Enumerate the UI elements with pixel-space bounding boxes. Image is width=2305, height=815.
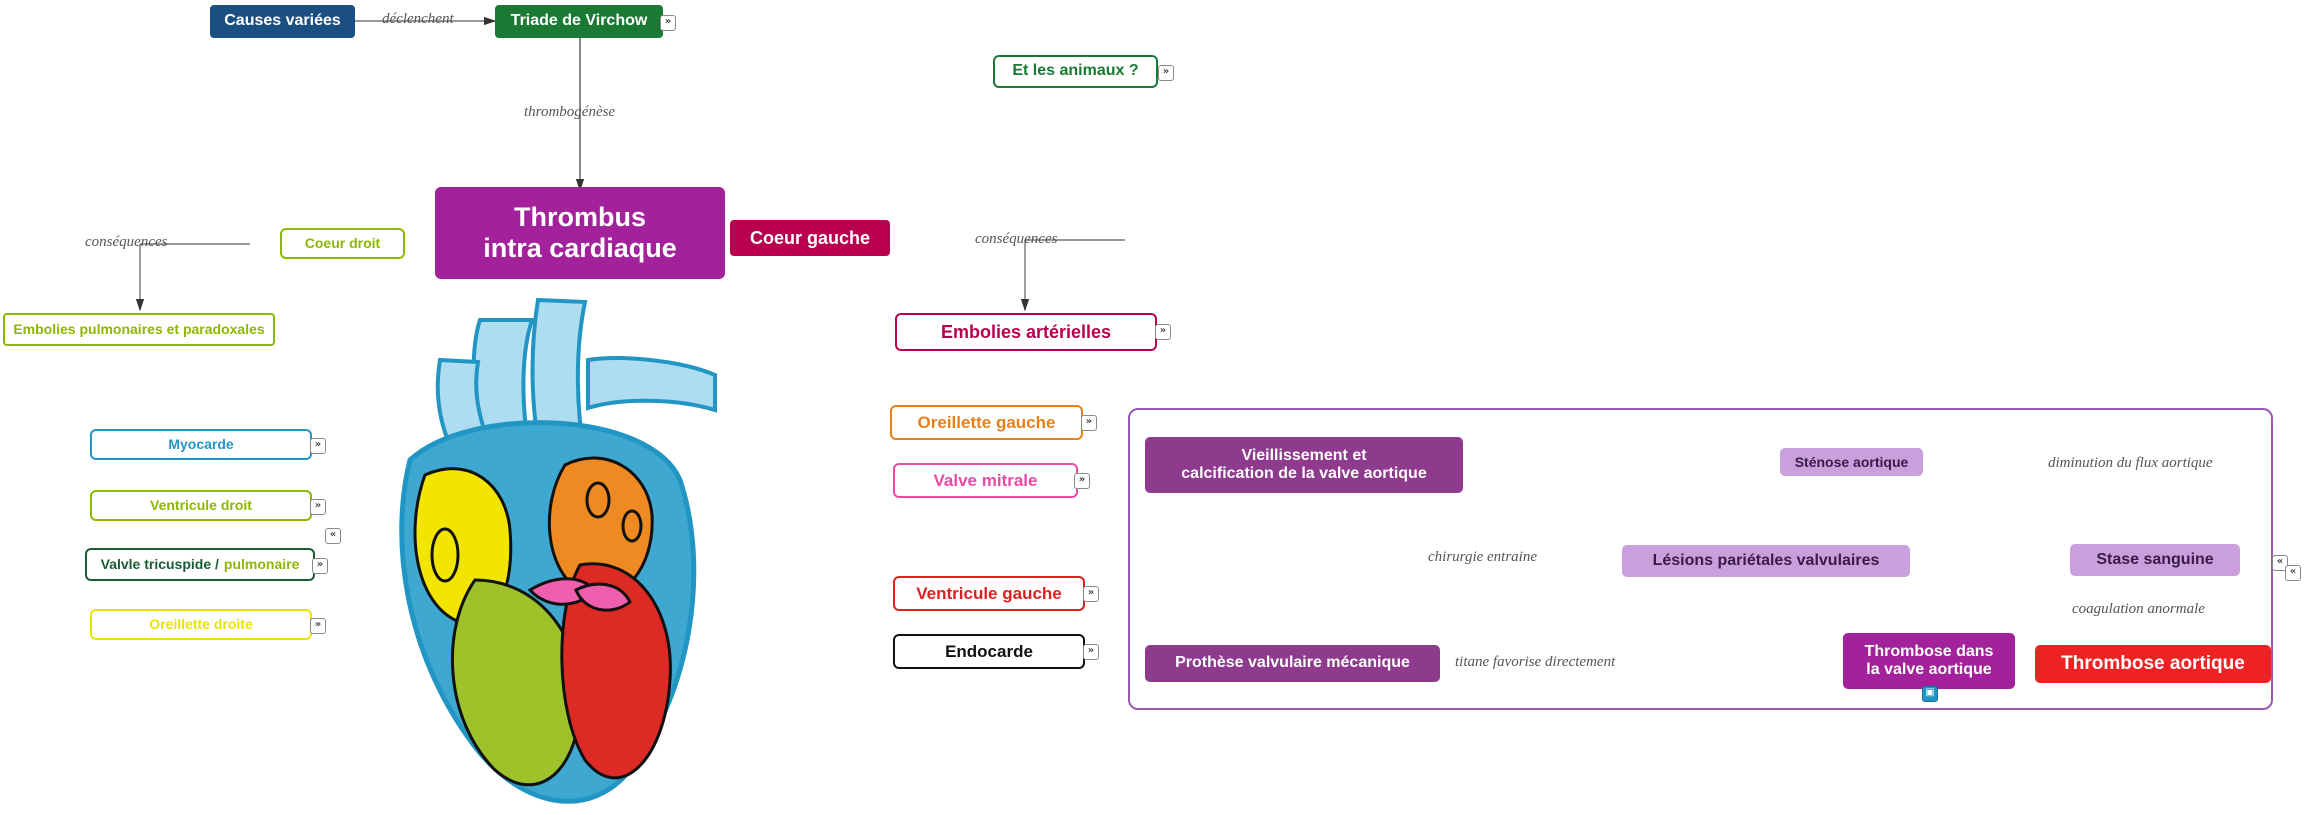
node-thrombose-aortique[interactable] — [2035, 645, 2271, 683]
collapse-handle-stase-2[interactable]: « — [2285, 565, 2301, 581]
node-et-les-animaux[interactable] — [993, 55, 1158, 88]
node-vieillissement-calcification[interactable] — [1145, 437, 1463, 493]
node-embolies-arterielles-label: Embolies artérielles — [940, 321, 1112, 342]
collapse-handle-stase[interactable]: « — [2272, 555, 2288, 571]
node-valve-mitrale[interactable] — [893, 463, 1078, 498]
expand-handle-valve-tricuspide[interactable]: » — [312, 558, 328, 574]
edge-label-coagulation-anormale: coagulation anormale — [2072, 601, 2205, 617]
heart-illustration — [380, 290, 780, 810]
node-embolies-pulmonaires-label: Embolies pulmonaires et paradoxales — [13, 321, 265, 338]
expand-handle-animaux[interactable]: » — [1158, 65, 1174, 81]
expand-handle-ventricule-droit[interactable]: » — [310, 499, 326, 515]
expand-handle-valve-mitrale[interactable]: » — [1074, 473, 1090, 489]
node-vieillissement-label-line2: calcification de la valve aortique — [1181, 465, 1427, 482]
collapse-handle-left-group[interactable]: « — [325, 528, 341, 544]
node-causes-variees-label: Causes variées — [224, 12, 341, 30]
node-valve-tricuspide-label-a: Valvle tricuspide / — [100, 556, 219, 573]
edge-label-diminution-flux: diminution du flux aortique — [2048, 455, 2213, 471]
attachment-icon[interactable]: ▣ — [1922, 686, 1938, 702]
expand-handle-embolies-arterielles[interactable]: » — [1155, 324, 1171, 340]
node-coeur-droit-label: Coeur droit — [304, 235, 381, 252]
node-coeur-droit[interactable] — [280, 228, 405, 259]
node-stenose-aortique[interactable] — [1780, 448, 1923, 476]
node-embolies-arterielles[interactable] — [895, 313, 1157, 351]
node-prothese-valvulaire[interactable] — [1145, 645, 1440, 682]
node-thrombus-intra-cardiaque[interactable] — [435, 187, 725, 279]
node-triade-de-virchow[interactable] — [495, 5, 663, 38]
edge-label-consequences-droit: conséquences — [85, 234, 168, 250]
node-stase-sanguine[interactable] — [2070, 544, 2240, 576]
expand-handle-oreillette-gauche[interactable]: » — [1081, 415, 1097, 431]
node-myocarde-label: Myocarde — [168, 436, 234, 453]
node-ventricule-droit-label: Ventricule droit — [150, 497, 252, 514]
node-endocarde[interactable] — [893, 634, 1085, 669]
edge-label-chirurgie-entraine: chirurgie entraine — [1428, 549, 1538, 565]
node-vieillissement-label-line1: Vieillissement et — [1241, 446, 1367, 464]
node-et-les-animaux-label: Et les animaux ? — [1012, 62, 1139, 80]
node-endocarde-label: Endocarde — [945, 641, 1033, 661]
edge-label-titane-favorise: titane favorise directement — [1455, 654, 1616, 670]
node-stenose-aortique-label: Sténose aortique — [1794, 453, 1909, 470]
edge-label-consequences-gauche: conséquences — [975, 231, 1058, 247]
edge-label-thrombogenese: thrombogénèse — [524, 104, 616, 120]
node-valve-tricuspide[interactable] — [85, 548, 315, 581]
node-thrombus-label-line2: intra cardiaque — [483, 233, 677, 263]
node-thrombus-label-line1: Thrombus — [514, 201, 646, 232]
expand-handle-triade[interactable]: » — [660, 15, 676, 31]
node-myocarde[interactable] — [90, 429, 312, 460]
node-coeur-gauche-label: Coeur gauche — [749, 227, 871, 248]
expand-handle-myocarde[interactable]: » — [310, 438, 326, 454]
node-ventricule-droit[interactable] — [90, 490, 312, 521]
node-thrombose-valve-label-line1: Thrombose dans — [1864, 642, 1994, 660]
expand-handle-endocarde[interactable]: » — [1083, 644, 1099, 660]
node-prothese-valvulaire-label: Prothèse valvulaire mécanique — [1175, 654, 1410, 672]
node-oreillette-gauche[interactable] — [890, 405, 1083, 440]
node-thrombose-valve-aortique[interactable] — [1843, 633, 2015, 689]
node-ventricule-gauche-label: Ventricule gauche — [916, 583, 1062, 603]
node-lesions-parietales[interactable] — [1622, 545, 1910, 577]
node-valve-tricuspide-label-b: pulmonaire — [223, 556, 300, 573]
node-lesions-parietales-label: Lésions pariétales valvulaires — [1652, 551, 1880, 569]
node-embolies-pulmonaires[interactable] — [3, 313, 275, 346]
node-triade-de-virchow-label: Triade de Virchow — [510, 12, 648, 30]
expand-handle-ventricule-gauche[interactable]: » — [1083, 586, 1099, 602]
node-oreillette-droite-label: Oreillette droite — [149, 616, 253, 633]
node-oreillette-droite[interactable] — [90, 609, 312, 640]
node-ventricule-gauche[interactable] — [893, 576, 1085, 611]
edge-label-declenchent: déclenchent — [382, 11, 454, 27]
node-stase-sanguine-label: Stase sanguine — [2096, 550, 2214, 568]
node-causes-variees[interactable] — [210, 5, 355, 38]
expand-handle-oreillette-droite[interactable]: » — [310, 618, 326, 634]
node-oreillette-gauche-label: Oreillette gauche — [917, 412, 1056, 432]
node-thrombose-aortique-label: Thrombose aortique — [2061, 653, 2245, 675]
node-coeur-gauche[interactable] — [730, 220, 890, 256]
node-thrombose-valve-label-line2: la valve aortique — [1866, 661, 1992, 678]
node-valve-mitrale-label: Valve mitrale — [933, 470, 1038, 490]
